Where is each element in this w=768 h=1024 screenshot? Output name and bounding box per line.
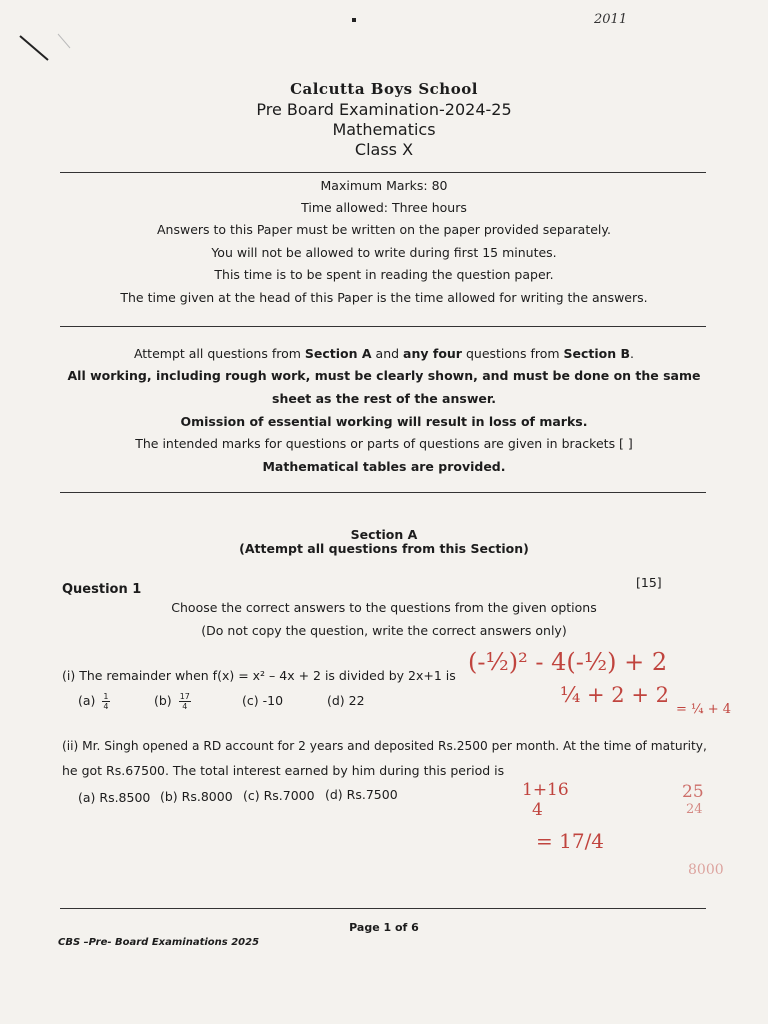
- instruction-emphasis: any four: [403, 346, 462, 361]
- handwritten-working: = 17/4: [536, 829, 605, 853]
- option-a: [78, 692, 110, 711]
- info-line-2: You will not be allowed to write during first 15 minutes.: [211, 245, 557, 260]
- instruction-line-2: All working, including rough work, must be clearly shown, and must be done on the same: [67, 368, 701, 383]
- instruction-line-3: sheet as the rest of the answer.: [272, 391, 496, 406]
- footer-text: CBS –Pre- Board Examinations 2025: [58, 937, 260, 948]
- handwritten-working: 25: [682, 782, 704, 802]
- exam-title: Pre Board Examination-2024-25: [256, 100, 512, 119]
- info-line-4: The time given at the head of this Paper is the time allowed for writing the answers.: [120, 290, 648, 305]
- fraction: [102, 692, 109, 711]
- handwritten-working: (-½)² - 4(-½) + 2: [468, 648, 668, 676]
- dot-mark: [352, 18, 356, 22]
- divider: [60, 492, 706, 493]
- option-b: (b) Rs.8000: [160, 789, 233, 804]
- option-d: (d) 22: [327, 693, 365, 708]
- question-part-ii-line-2: he got Rs.67500. The total interest earned by him during this period is: [62, 763, 505, 778]
- page-number: Page 1 of 6: [349, 921, 419, 934]
- divider: [60, 908, 706, 909]
- section-subtitle: (Attempt all questions from this Section): [239, 541, 529, 556]
- question-marks: [15]: [636, 575, 662, 590]
- instruction-text: Attempt all questions from: [133, 346, 305, 361]
- fraction: [179, 692, 191, 711]
- instruction-emphasis: Section A: [304, 346, 372, 361]
- handwritten-working: 24: [686, 802, 703, 817]
- instruction-line-5: The intended marks for questions or parts of questions are given in brackets [ ]: [135, 436, 633, 451]
- corner-mark: 2011: [594, 12, 628, 27]
- option-label: (a): [78, 693, 96, 708]
- time-allowed: Time allowed: Three hours: [301, 200, 467, 215]
- option-a: (a) Rs.8500: [78, 790, 151, 805]
- fraction-denominator: 4: [182, 702, 188, 711]
- instruction-line-6: Mathematical tables are provided.: [262, 459, 506, 474]
- divider: [60, 172, 706, 173]
- question-label: Question 1: [62, 582, 142, 597]
- instruction-line-4: Omission of essential working will result in loss of marks.: [180, 414, 588, 429]
- subject-title: Mathematics: [332, 120, 436, 139]
- school-name: Calcutta Boys School: [290, 80, 478, 98]
- option-label: (b): [154, 693, 172, 708]
- max-marks: Maximum Marks: 80: [320, 178, 448, 193]
- question-part-i: (i) The remainder when f(x) = x² – 4x + 2 is divided by 2x+1 is: [62, 668, 456, 683]
- class-title: Class X: [354, 140, 414, 159]
- question-instruction-2: (Do not copy the question, write the correct answers only): [201, 623, 567, 638]
- option-d: (d) Rs.7500: [325, 787, 398, 802]
- pen-mark-icon: [18, 30, 78, 70]
- handwritten-working: 1+16: [522, 780, 569, 800]
- instruction-line-1: [0, 346, 768, 361]
- option-c: (c) -10: [242, 693, 284, 708]
- fraction-denominator: 4: [103, 702, 109, 711]
- section-title: Section A: [350, 527, 418, 542]
- info-line-1: Answers to this Paper must be written on the paper provided separately.: [157, 222, 611, 237]
- fraction-numerator: 17: [179, 692, 190, 701]
- instruction-text: .: [630, 346, 635, 361]
- instruction-emphasis: Section B: [563, 346, 631, 361]
- instruction-text: questions from: [461, 346, 564, 361]
- divider: [60, 326, 706, 327]
- question-part-ii-line-1: (ii) Mr. Singh opened a RD account for 2 years and deposited Rs.2500 per month. At the time of maturity,: [62, 739, 707, 753]
- instruction-text: and: [371, 346, 404, 361]
- info-line-3: This time is to be spent in reading the question paper.: [214, 267, 554, 282]
- handwritten-working: 8000: [688, 862, 724, 878]
- option-b: [154, 692, 191, 711]
- fraction-numerator: 1: [103, 692, 109, 701]
- handwritten-working: 4: [532, 800, 543, 820]
- question-instruction-1: Choose the correct answers to the questions from the given options: [171, 600, 597, 615]
- handwritten-working: = ¼ + 4: [676, 702, 732, 717]
- handwritten-working: ¼ + 2 + 2: [560, 683, 669, 707]
- option-c: (c) Rs.7000: [243, 788, 315, 803]
